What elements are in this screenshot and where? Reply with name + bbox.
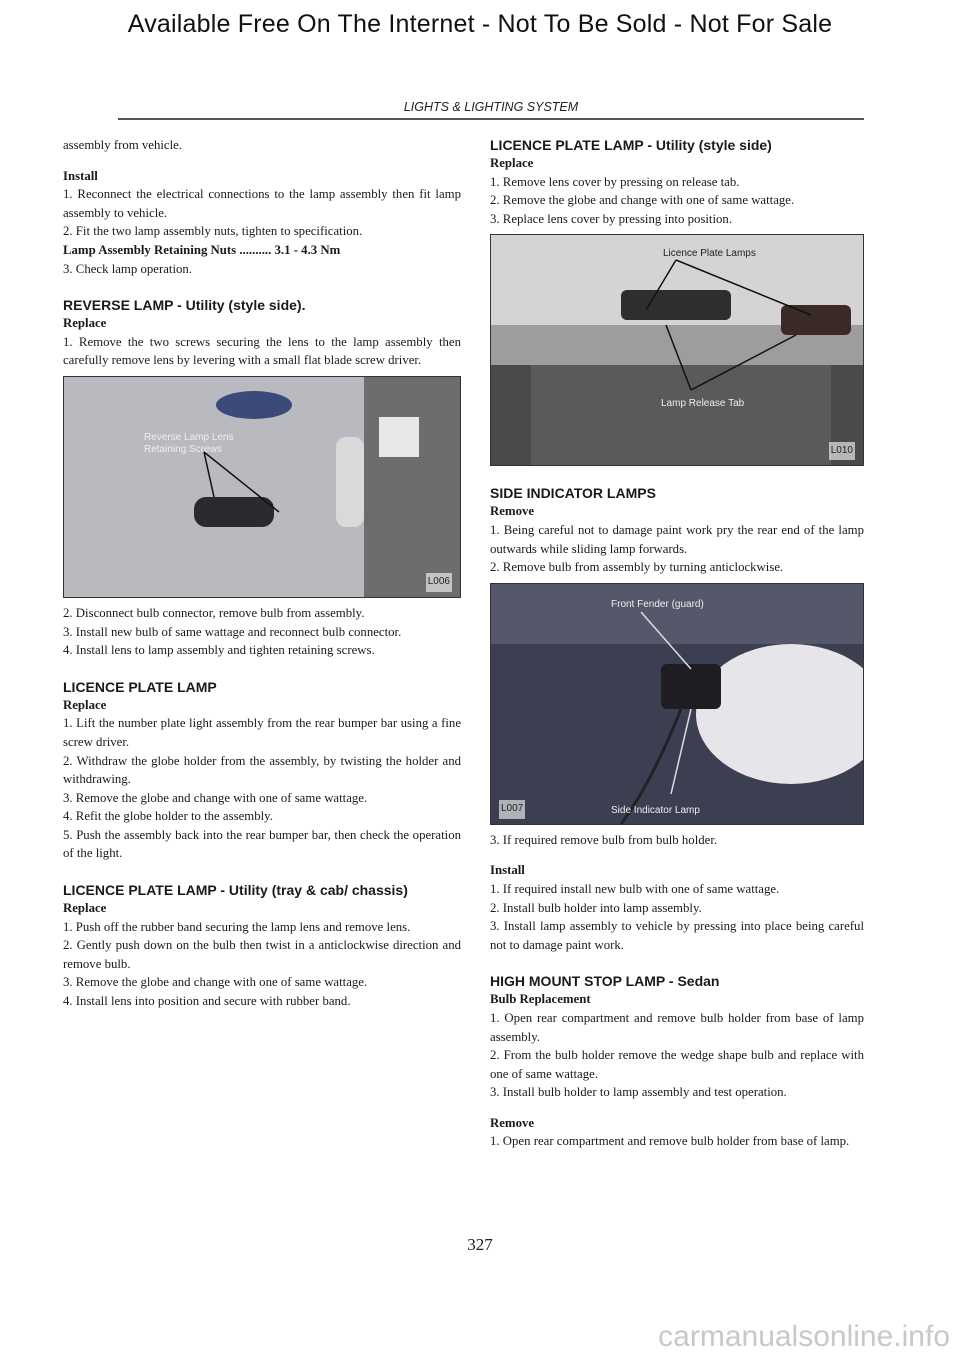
licence-step-4: 4. Refit the globe holder to the assembly. bbox=[63, 809, 273, 824]
high-mount-subheading: Bulb Replacement bbox=[490, 992, 591, 1007]
photo2-code: L010 bbox=[829, 442, 855, 461]
licence-lamp-heading: LICENCE PLATE LAMP bbox=[63, 678, 217, 695]
intro-text: assembly from vehicle. bbox=[63, 138, 183, 152]
watermark-banner: Available Free On The Internet - Not To Be Sold - Not For Sale bbox=[127, 10, 833, 38]
side-install-step-1: 1. If required install new bulb with one of same wattage. bbox=[490, 881, 780, 896]
licence-side-step-1: 1. Remove lens cover by pressing on release tab. bbox=[490, 174, 740, 189]
licence-plate-image bbox=[491, 235, 863, 465]
photo1-label-line1: Reverse Lamp Lens bbox=[144, 431, 234, 443]
left-column bbox=[63, 136, 461, 1011]
reverse-lamp-photo bbox=[63, 376, 461, 598]
side-step-3: 3. If required remove bulb from bulb holder. bbox=[490, 832, 718, 847]
footer-watermark: carmanualsonline.info bbox=[658, 1320, 950, 1353]
photo2-label-bottom: Lamp Release Tab bbox=[661, 398, 745, 410]
install-step-3: 3. Check lamp operation. bbox=[63, 261, 192, 276]
install-step-1: 1. Reconnect the electrical connections to the lamp assembly then fit lamp assembly to vehicle. bbox=[63, 187, 461, 220]
reverse-step-3: 3. Install new bulb of same wattage and reconnect bulb connector. bbox=[63, 624, 402, 639]
high-mount-step-3: 3. Install bulb holder to lamp assembly and test operation. bbox=[490, 1085, 787, 1100]
licence-step-1: 1. Lift the number plate light assembly from the rear bumper bar using a fine screw driver. bbox=[63, 716, 461, 749]
licence-tray-step-2: 2. Gently push down on the bulb then twist in a anticlockwise direction and remove bulb. bbox=[63, 938, 461, 971]
side-indicator-image bbox=[491, 584, 863, 824]
reverse-replace-subheading: Replace bbox=[63, 316, 107, 331]
licence-replace-subheading: Replace bbox=[63, 697, 107, 712]
torque-spec: Lamp Assembly Retaining Nuts .......... 3.1 - 4.3 Nm bbox=[63, 242, 341, 257]
reverse-step-4: 4. Install lens to lamp assembly and tighten retaining screws. bbox=[63, 643, 375, 658]
photo1-label-line2: Retaining Screws bbox=[144, 443, 222, 455]
licence-step-2: 2. Withdraw the globe holder from the assembly, by twisting the holder and withdrawing. bbox=[63, 753, 461, 787]
reverse-lamp-image bbox=[64, 377, 460, 597]
install-step-2: 2. Fit the two lamp assembly nuts, tighten to specification. bbox=[63, 224, 363, 239]
licence-step-5: 5. Push the assembly back into the rear bumper bar, then check the operation of the light. bbox=[63, 827, 461, 861]
side-install-step-2: 2. Install bulb holder into lamp assembly. bbox=[490, 900, 702, 915]
page-number: 327 bbox=[467, 1235, 493, 1254]
reverse-step-2: 2. Disconnect bulb connector, remove bulb from assembly. bbox=[63, 605, 365, 620]
side-indicator-heading: SIDE INDICATOR LAMPS bbox=[490, 485, 656, 502]
photo1-code: L006 bbox=[426, 573, 452, 592]
photo3-label-top: Front Fender (guard) bbox=[611, 598, 704, 610]
reverse-lamp-heading: REVERSE LAMP - Utility (style side). bbox=[63, 297, 306, 314]
right-column bbox=[490, 136, 864, 1151]
licence-tray-step-4: 4. Install lens into position and secure with rubber band. bbox=[63, 994, 351, 1009]
licence-side-step-3: 3. Replace lens cover by pressing into position. bbox=[490, 211, 733, 226]
photo3-code: L007 bbox=[499, 800, 525, 819]
licence-tray-step-3: 3. Remove the globe and change with one of same wattage. bbox=[63, 975, 368, 990]
side-install-subheading: Install bbox=[490, 863, 525, 878]
licence-step-3: 3. Remove the globe and change with one of same wattage. bbox=[63, 790, 368, 805]
side-remove-subheading: Remove bbox=[490, 504, 535, 519]
side-install-step-3: 3. Install lamp assembly to vehicle by pressing into place being careful not to damage paint work. bbox=[490, 919, 864, 952]
side-step-2: 2. Remove bulb from assembly by turning anticlockwise. bbox=[490, 560, 784, 575]
high-mount-step-2: 2. From the bulb holder remove the wedge shape bulb and replace with one of same wattage. bbox=[490, 1048, 864, 1081]
licence-plate-photo bbox=[490, 234, 864, 466]
reverse-step-1: 1. Remove the two screws securing the lens to the lamp assembly then carefully remove lens by levering with a small flat blade screw driver. bbox=[63, 334, 461, 368]
licence-tray-replace-subheading: Replace bbox=[63, 901, 107, 916]
photo3-label-bottom: Side Indicator Lamp bbox=[611, 804, 700, 816]
high-mount-heading: HIGH MOUNT STOP LAMP - Sedan bbox=[490, 973, 720, 990]
header-rule bbox=[118, 118, 864, 120]
side-step-1: 1. Being careful not to damage paint work pry the rear end of the lamp outwards while sliding lamp forwards. bbox=[490, 522, 864, 556]
photo2-label-top: Licence Plate Lamps bbox=[663, 248, 756, 260]
high-mount-remove-subheading: Remove bbox=[490, 1115, 535, 1130]
licence-side-step-2: 2. Remove the globe and change with one of same wattage. bbox=[490, 193, 795, 208]
high-mount-remove-step-1: 1. Open rear compartment and remove bulb holder from base of lamp. bbox=[490, 1134, 850, 1149]
high-mount-step-1: 1. Open rear compartment and remove bulb holder from base of lamp assembly. bbox=[490, 1010, 864, 1044]
licence-tray-step-1: 1. Push off the rubber band securing the lamp lens and remove lens. bbox=[63, 919, 411, 934]
side-indicator-photo bbox=[490, 583, 864, 825]
licence-side-heading: LICENCE PLATE LAMP - Utility (style side) bbox=[490, 137, 772, 153]
running-head: LIGHTS & LIGHTING SYSTEM bbox=[403, 100, 579, 114]
licence-tray-heading: LICENCE PLATE LAMP - Utility (tray & cab/ chassis) bbox=[63, 882, 408, 899]
licence-side-replace-subheading: Replace bbox=[490, 156, 534, 170]
install-heading: Install bbox=[63, 168, 98, 183]
